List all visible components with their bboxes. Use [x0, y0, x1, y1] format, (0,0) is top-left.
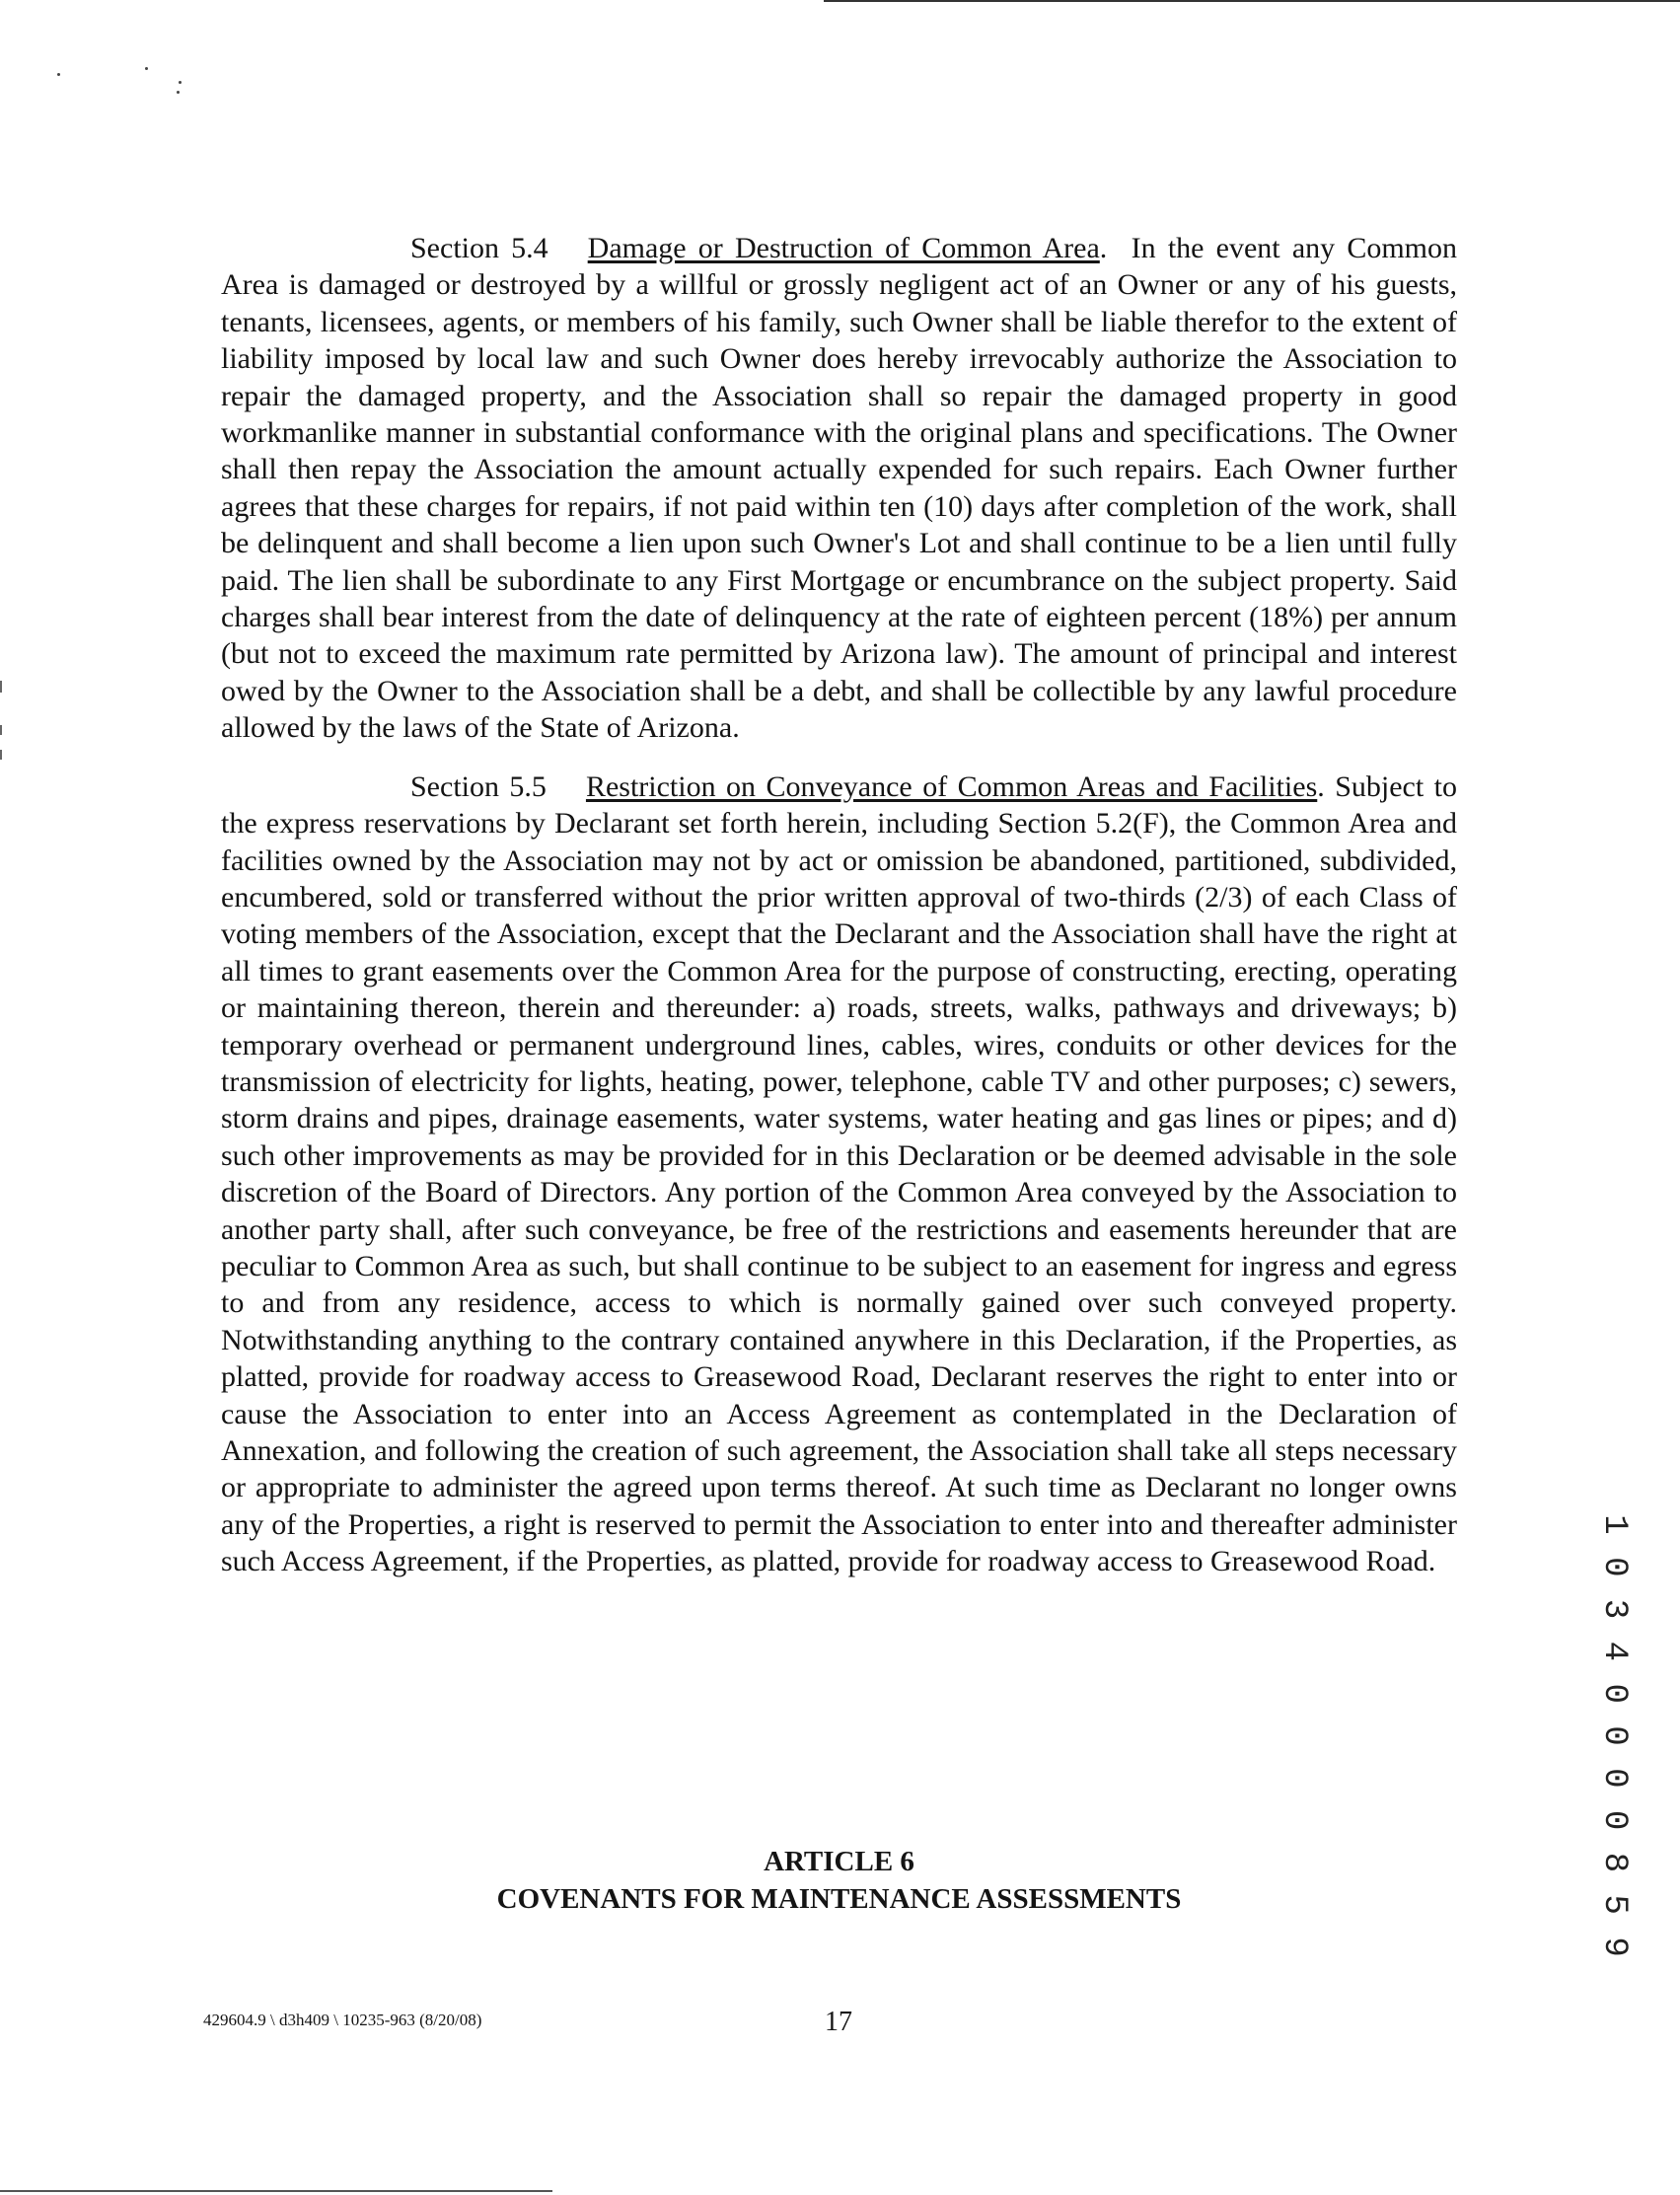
article-title: COVENANTS FOR MAINTENANCE ASSESSMENTS	[496, 1883, 1182, 1915]
bottom-scan-rule	[0, 2190, 552, 2192]
section-heading-punctuation: .	[1317, 769, 1325, 803]
page-number: 17	[825, 2007, 852, 2037]
section-number: Section 5.4	[410, 232, 548, 264]
footer-document-reference: 429604.9 \ d3h409 \ 10235-963 (8/20/08)	[203, 2011, 482, 2029]
recorder-stamp	[1584, 1514, 1643, 1958]
section-body: In the event any Common Area is damaged or destroyed by a willful or grossly negligent act of an Owner or any of his guests, tenants, licensees, agents, or members of his family, such Owner shall be liable therefor to the extent of liability imposed by local law and such Owner does hereby irrevocably authorize the Association to repair the damaged property, and the Association shall so repair the damaged property in good workmanlike manner in substantial conformance with the original plans and specifications. The Owner shall then repay the Association the amount actually expended for such repairs. Each Owner further agrees that these charges for repairs, if not paid within ten (10) days after completion of the work, shall be delinquent and shall become a lien upon such Owner's Lot and shall continue to be a lien until fully paid. The lien shall be subordinate to any First Mortgage or encumbrance on the subject property. Said charges shall bear interest from the date of delinquency at the rate of eighteen percent (18%) per annum (but not to exceed the maximum rate permitted by Arizona law). The amount of principal and interest owed by the Owner to the Association shall be a debt, and shall be collectible by any lawful procedure allowed by the laws of the State of Arizona.	[221, 232, 1458, 745]
scan-speck	[57, 73, 60, 76]
section-heading: Damage or Destruction of Common Area	[587, 232, 1100, 264]
scan-speck	[179, 81, 182, 84]
scan-speck	[177, 91, 180, 94]
top-scan-rule	[824, 0, 1680, 2]
section-number: Section 5.5	[410, 769, 547, 803]
section-5-4	[221, 230, 1457, 747]
section-heading-punctuation: .	[1099, 232, 1108, 264]
article-number: ARTICLE 6	[764, 1846, 914, 1877]
scan-speck	[145, 67, 148, 70]
scan-margin-mark	[0, 750, 2, 760]
section-heading: Restriction on Conveyance of Common Areas and Facilities	[585, 769, 1318, 803]
document-body	[221, 230, 1457, 1602]
scan-margin-mark	[0, 681, 2, 693]
section-body: Subject to the express reservations by Declarant set forth herein, including Section 5.2(F), the Common Area and facilities owned by the Association may not by act or omission be abandoned, partitioned, subdivided, encumbered, sold or transferred without the prior written approval of two-thirds (2/3) of each Class of voting members of the Association, except that the Declarant and the Association shall have the right at all times to grant easements over the Common Area for the purpose of constructing, erecting, operating or maintaining thereon, therein and thereunder: a) roads, streets, walks, pathways and driveways; b) temporary overhead or permanent underground lines, cables, wires, conduits or other devices for the transmission of electricity for lights, heating, power, telephone, cable TV and other purposes; c) sewers, storm drains and pipes, drainage easements, water systems, water heating and gas lines or pipes; and d) such other improvements as may be provided for in this Declaration or be deemed advisable in the sole discretion of the Board of Directors. Any portion of the Common Area conveyed by the Association to another party shall, after such conveyance, be free of the restrictions and easements hereunder that are peculiar to Common Area as such, but shall continue to be subject to an easement for ingress and egress to and from any residence, access to which is normally gained over such conveyed property. Notwithstanding anything to the contrary contained anywhere in this Declaration, if the Properties, as platted, provide for roadway access to Greasewood Road, Declarant reserves the right to enter into or cause the Association to enter into an Access Agreement as contemplated in the Declaration of Annexation, and following the creation of such agreement, the Association shall take all steps necessary or appropriate to administer the agreed upon terms thereof. At such time as Declarant no longer owns any of the Properties, a right is reserved to permit the Association to enter into and thereafter administer such Access Agreement, if the Properties, as platted, provide for roadway access to Greasewood Road.	[221, 769, 1457, 1578]
article-heading	[221, 1843, 1457, 1918]
recorder-stamp-number: 1 0 3 4 0 0 0 0 8 5 9	[1595, 1514, 1633, 1958]
section-5-5	[221, 768, 1457, 1580]
scan-margin-mark	[0, 725, 2, 735]
